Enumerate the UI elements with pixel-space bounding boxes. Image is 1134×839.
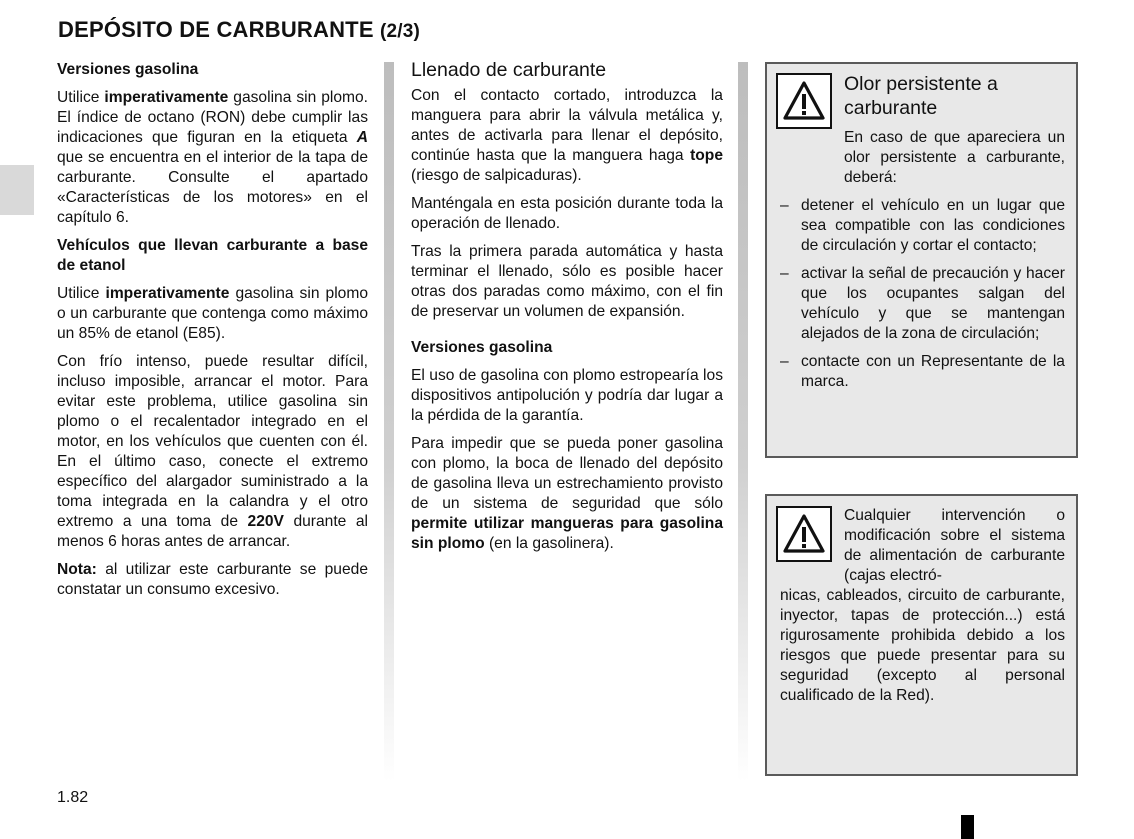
warning-triangle-icon xyxy=(776,506,832,562)
warning-list xyxy=(780,196,1065,400)
corner-registration-mark xyxy=(961,815,974,839)
paragraph-octane: Utilice imperativamente gasolina sin plomo. El índice de octano (RON) debe cumplir las indicaciones que figuran en la etiqueta A que se encuentra en el interior de la tapa de carburante. Consulte el apartado «Características de los motores» en el capítulo 6. xyxy=(57,89,368,226)
column-separator xyxy=(738,62,748,782)
paragraph-stops: Tras la primera parada automática y hasta terminar el llenado, sólo es posible hacer otras dos paradas como máximo, con el fin de preservar un volumen de expansión. xyxy=(411,243,723,320)
list-item: – contacte con un Representante de la marca. xyxy=(780,352,1065,392)
paragraph-note: Nota: al utilizar este carburante se puede constatar un consumo excesivo. xyxy=(57,561,368,598)
section-heading-llenado: Llenado de carburante xyxy=(411,59,607,81)
page-title-text: DEPÓSITO DE CARBURANTE xyxy=(58,17,374,42)
section-heading-etanol: Vehículos que llevan carburante a base de etanol xyxy=(57,237,368,274)
paragraph-filling: Con el contacto cortado, introduzca la manguera para abrir la válvula metálica y, antes de activarla para llenar el depósito, continúe hasta que la manguera haga tope (riesgo de salpicaduras). xyxy=(411,87,723,184)
paragraph-cold-start: Con frío intenso, puede resultar difícil, incluso imposible, arrancar el motor. Para evitar este problema, utilice gasolina sin plomo o el recalentador integrado en el motor, en los vehículos que cuenten con él. En el último caso, conecte el extremo específico del alargador suministrado a la toma integrada en la calandra y el otro extremo a una toma de 220V durante al menos 6 horas antes de arrancar. xyxy=(57,353,368,550)
paragraph-hold-position: Manténgala en esta posición durante toda la operación de llenado. xyxy=(411,195,723,232)
column-separator xyxy=(384,62,394,782)
section-heading-gasolina-2: Versiones gasolina xyxy=(411,339,553,356)
warning-text-tail: nicas, cableados, circuito de carburante, inyector, tapas de protección...) está rigurosamente prohibida debido a los riesgos que puede presentar para su seguridad (excepto al personal cualificado de la Red). xyxy=(780,587,1065,704)
page-title-part: (2/3) xyxy=(380,21,421,42)
warning-title: Olor persistente a carburante xyxy=(844,73,998,119)
chapter-tab-marker xyxy=(0,165,34,215)
page-number: 1.82 xyxy=(57,789,89,806)
paragraph-filler-neck: Para impedir que se pueda poner gasolina con plomo, la boca de llenado del depósito de gasolina lleva un estrechamiento provisto de un sistema de seguridad que sólo permite utilizar mangueras para gasolina sin plomo (en la gasolinera). xyxy=(411,435,723,552)
section-heading-gasolina: Versiones gasolina xyxy=(57,61,199,78)
column-middle xyxy=(411,60,723,562)
warning-box-fuel-odor xyxy=(765,62,1078,458)
warning-text-head: Cualquier intervención o modificación sobre el sistema de alimentación de carburante (cajas electró- xyxy=(844,507,1065,584)
list-item: – detener el vehículo en un lugar que sea compatible con las condiciones de circulación y cortar el contacto; xyxy=(780,196,1065,256)
paragraph-leaded: El uso de gasolina con plomo estropearía los dispositivos antipolución y podría dar lugar a la pérdida de la garantía. xyxy=(411,367,723,424)
page-title xyxy=(58,17,420,43)
warning-box-fuel-system xyxy=(765,494,1078,776)
warning-intro: En caso de que apareciera un olor persistente a carburante, deberá: xyxy=(844,129,1065,186)
warning-triangle-icon xyxy=(776,73,832,129)
list-item: – activar la señal de precaución y hacer que los ocupantes salgan del vehículo y que se mantengan alejados de la zona de circulación; xyxy=(780,264,1065,344)
column-left xyxy=(57,60,368,608)
paragraph-e85: Utilice imperativamente gasolina sin plomo o un carburante que contenga como máximo un 85% de etanol (E85). xyxy=(57,285,368,342)
